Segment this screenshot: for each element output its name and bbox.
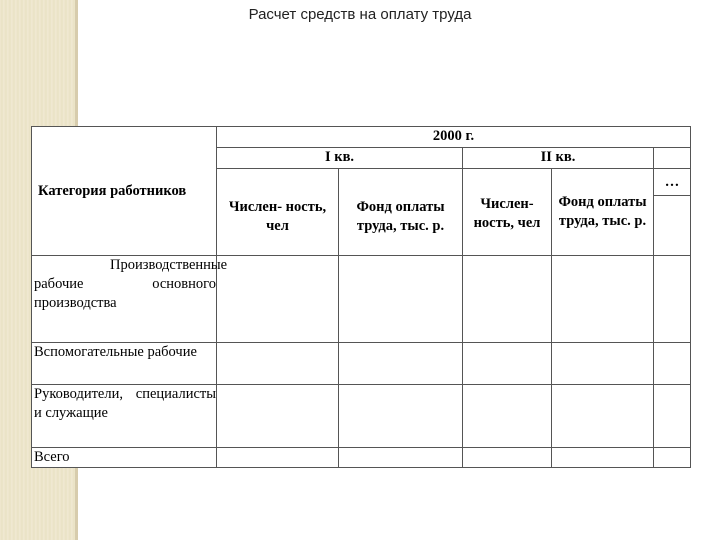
table-cell [217,256,339,343]
empty-header-cell [654,196,691,256]
table-cell [339,448,463,468]
ellipsis-header: … [654,169,691,196]
table-cell [654,256,691,343]
table-cell [463,343,552,385]
table-row [32,256,691,343]
table-cell [552,448,654,468]
empty-header-cell [654,148,691,169]
category-header [32,127,217,256]
table-cell [339,343,463,385]
table-row [32,448,691,468]
year-header: 2000 г. [217,127,691,148]
table-header-row-year [32,127,691,148]
table-cell [552,256,654,343]
table-row [32,385,691,448]
q1-headcount-header: Числен- ность, чел [217,169,339,256]
row-label-total: Всего [32,448,217,468]
table-cell [463,385,552,448]
table-cell [217,385,339,448]
table-cell [339,256,463,343]
table-cell [654,448,691,468]
row-label-managers: Руководители, специалисты и служащие [32,385,217,448]
row-label-auxiliary-workers: Вспомогательные рабочие [32,343,217,385]
slide-title: Расчет средств на оплату труда [248,6,472,23]
table-cell [339,385,463,448]
table-cell [654,343,691,385]
quarter-2-header: II кв. [463,148,654,169]
table-cell [463,256,552,343]
q2-headcount-header: Числен- ность, чел [463,169,552,256]
table-cell [552,343,654,385]
category-header-label: Категория работников [38,182,187,199]
table-cell [463,448,552,468]
q1-fund-header: Фонд оплаты труда, тыс. р. [339,169,463,256]
table-cell [217,343,339,385]
table-row [32,343,691,385]
wage-fund-table [31,126,691,468]
q2-fund-header: Фонд оплаты труда, тыс. р. [552,169,654,256]
table-cell [552,385,654,448]
quarter-1-header: I кв. [217,148,463,169]
table-cell [654,385,691,448]
table-cell [217,448,339,468]
row-label-production-workers: Производственные рабочие основного производства [32,256,217,343]
